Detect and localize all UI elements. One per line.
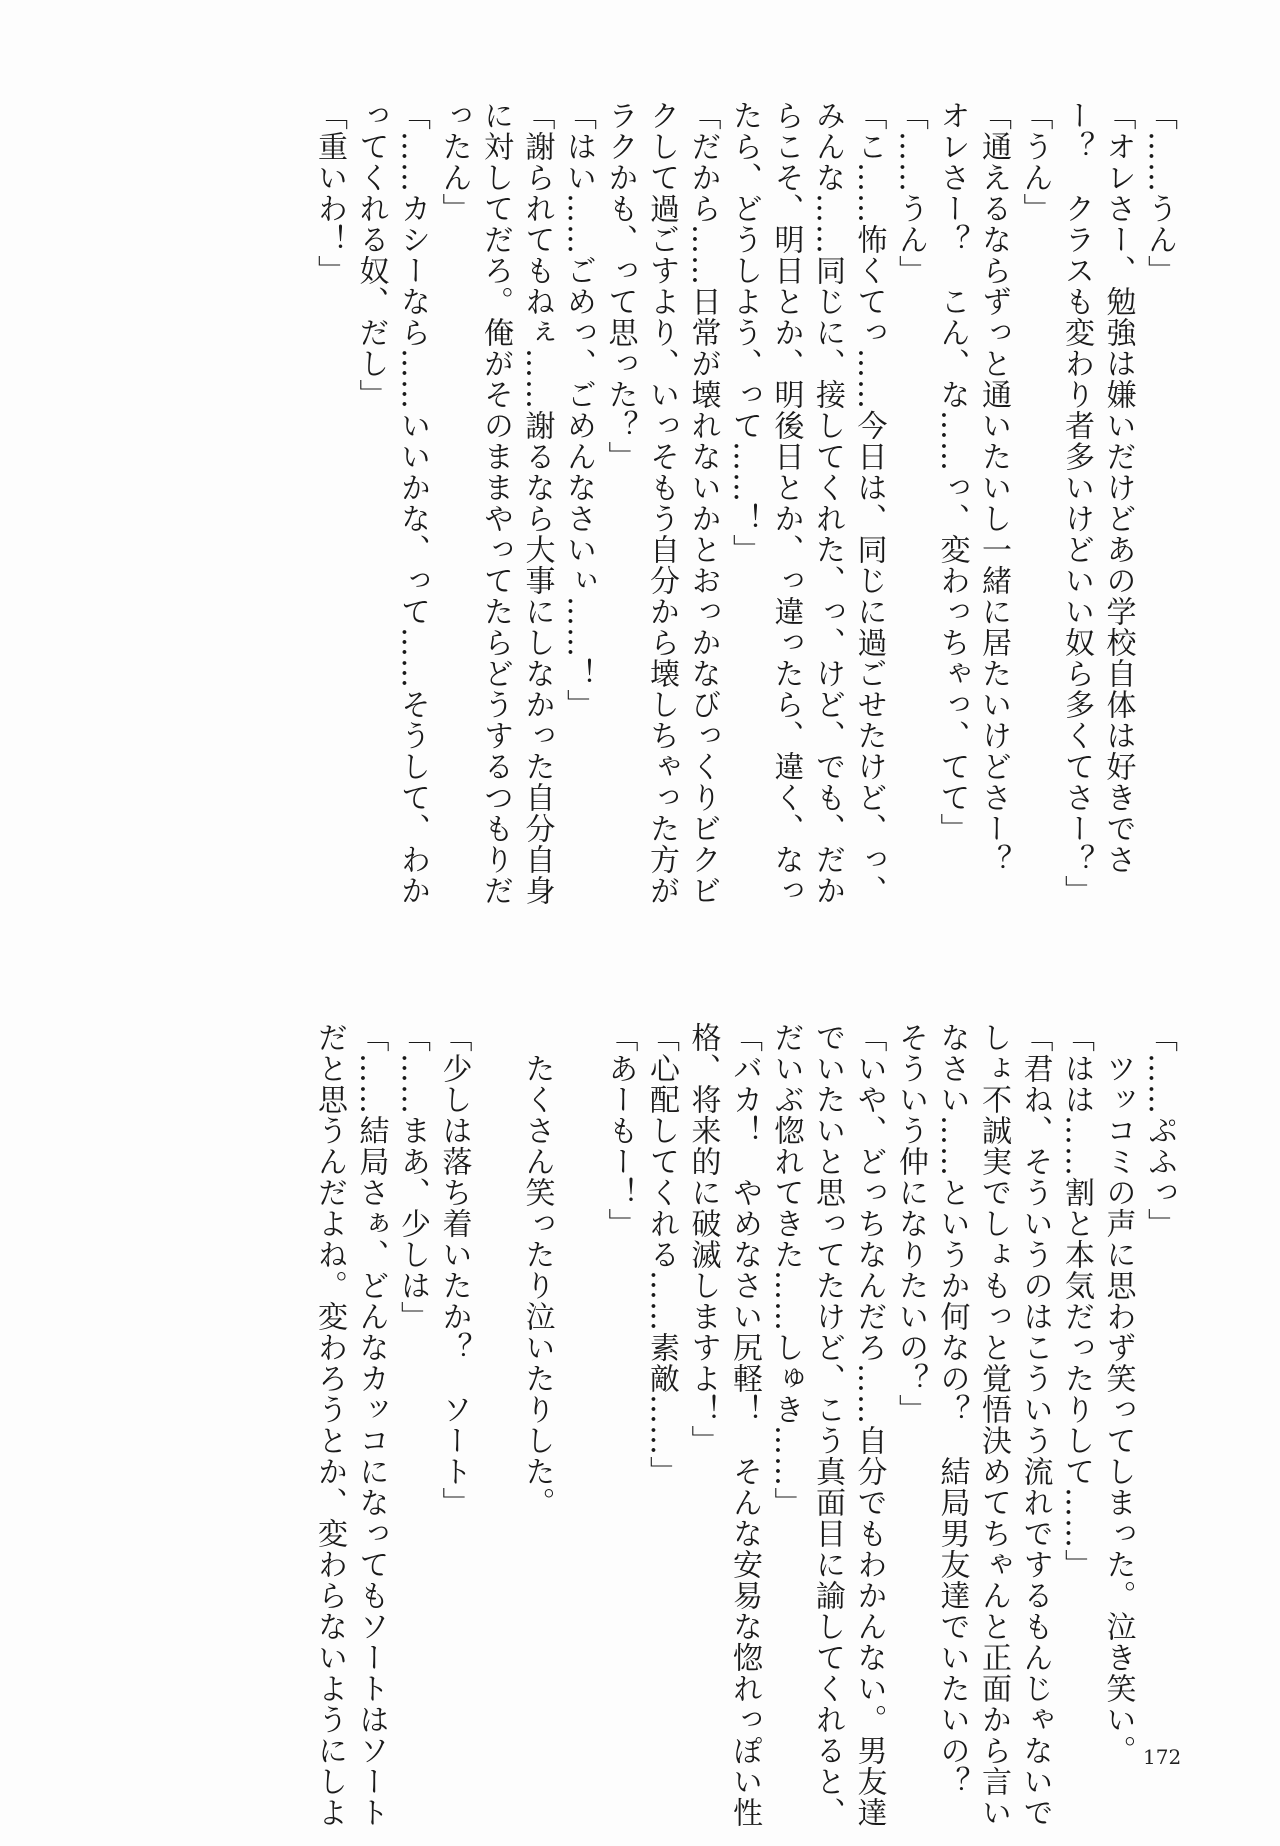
text-line: ツッコミの声に思わず笑ってしまった。泣き笑い。: [1100, 1022, 1136, 1766]
text-line: 「……うん」: [893, 100, 928, 286]
text-line: に対してだろ。俺がそのままやってたらどうするつもりだ: [478, 100, 513, 906]
text-line: 「こ……怖くてっ……今日は、同じに過ごせたけど、っ、: [851, 100, 887, 906]
text-line: たくさん笑ったり泣いたりした。: [519, 1022, 555, 1518]
text-line: なさい……というか何なの？ 結局男友達でいたいの？: [934, 1022, 970, 1797]
text-line: 「少しは落ち着いたか？ ソート」: [436, 1022, 472, 1518]
text-line: 「あーもー！」: [602, 1022, 638, 1239]
text-line: だと思うんだよね。変わろうとか、変わらないようにしよ: [312, 1022, 347, 1828]
upper-text-block: [110, 100, 1180, 906]
text-line: 「心配してくれる……素敵……」: [644, 1022, 679, 1487]
text-line: 「謝られてもねぇ……謝るなら大事にしなかった自分自身: [519, 100, 555, 906]
text-line: 「……カシーなら……いいかな、って……そうして、わか: [395, 100, 430, 906]
text-line: 「オレさー、勉強は嫌いだけどあの学校自体は好きでさ: [1100, 100, 1136, 875]
text-line: 「……ぷふっ」: [1142, 1022, 1177, 1239]
text-line: ってくれる奴、だし」: [353, 100, 389, 410]
text-line: 「バカ！ やめなさい尻軽！ そんな安易な惚れっぽい性: [727, 1022, 762, 1828]
text-line: 「だから……日常が壊れないかとおっかなびっくりビクビ: [685, 100, 721, 906]
text-line: 「はい……ごめっ、ごめんなさいぃ……！」: [561, 100, 596, 720]
text-line: クして過ごすより、いっそもう自分から壊しちゃった方が: [644, 100, 679, 906]
text-line: そういう仲になりたいの？」: [893, 1022, 928, 1425]
text-line: [475, 1022, 517, 1722]
text-line: 格、将来的に破滅しますよ！」: [685, 1022, 721, 1456]
text-line: 「……うん」: [1142, 100, 1177, 286]
text-line: 「はは……割と本気だったりして……」: [1059, 1022, 1094, 1580]
page-number: 172: [1143, 1745, 1182, 1769]
text-line: オレさー？ こん、な……っ、変わっちゃっ、てて」: [934, 100, 970, 844]
text-line: みんな……同じに、接してくれた、っ、けど、でも、だか: [810, 100, 845, 906]
text-line: 「うん」: [1017, 100, 1053, 224]
text-line: ったん」: [436, 100, 472, 224]
text-line: らこそ、明日とか、明後日とか、っ違ったら、違く、なっ: [768, 100, 804, 906]
text-line: 「……まあ、少しは」: [395, 1022, 430, 1332]
text-line: だいぶ惚れてきた……しゅき……」: [768, 1022, 804, 1518]
text-line: 「通えるならずっと通いたいし一緒に居たいけどさー？: [976, 100, 1011, 875]
text-line: 「重いわ！」: [312, 100, 347, 286]
text-line: ラクかも、って思った？」: [602, 100, 638, 472]
text-line: 「……結局さぁ、どんなカッコになってもソートはソート: [353, 1022, 389, 1828]
text-line: ー？ クラスも変わり者多いけどいい奴ら多くてさー？」: [1059, 100, 1094, 906]
text-line: 「いや、どっちなんだろ……自分でもわかんない。男友達: [851, 1022, 887, 1828]
text-line: 「君ね、そういうのはこういう流れでするもんじゃないで: [1017, 1022, 1053, 1828]
text-line: しょ不誠実でしょもっと覚悟決めてちゃんと正面から言い: [976, 1022, 1011, 1828]
text-line: たら、どうしよう、って……！」: [727, 100, 762, 565]
text-line: [558, 1022, 600, 1722]
text-line: でいたいと思ってたけど、こう真面目に諭してくれると、: [810, 1022, 845, 1828]
